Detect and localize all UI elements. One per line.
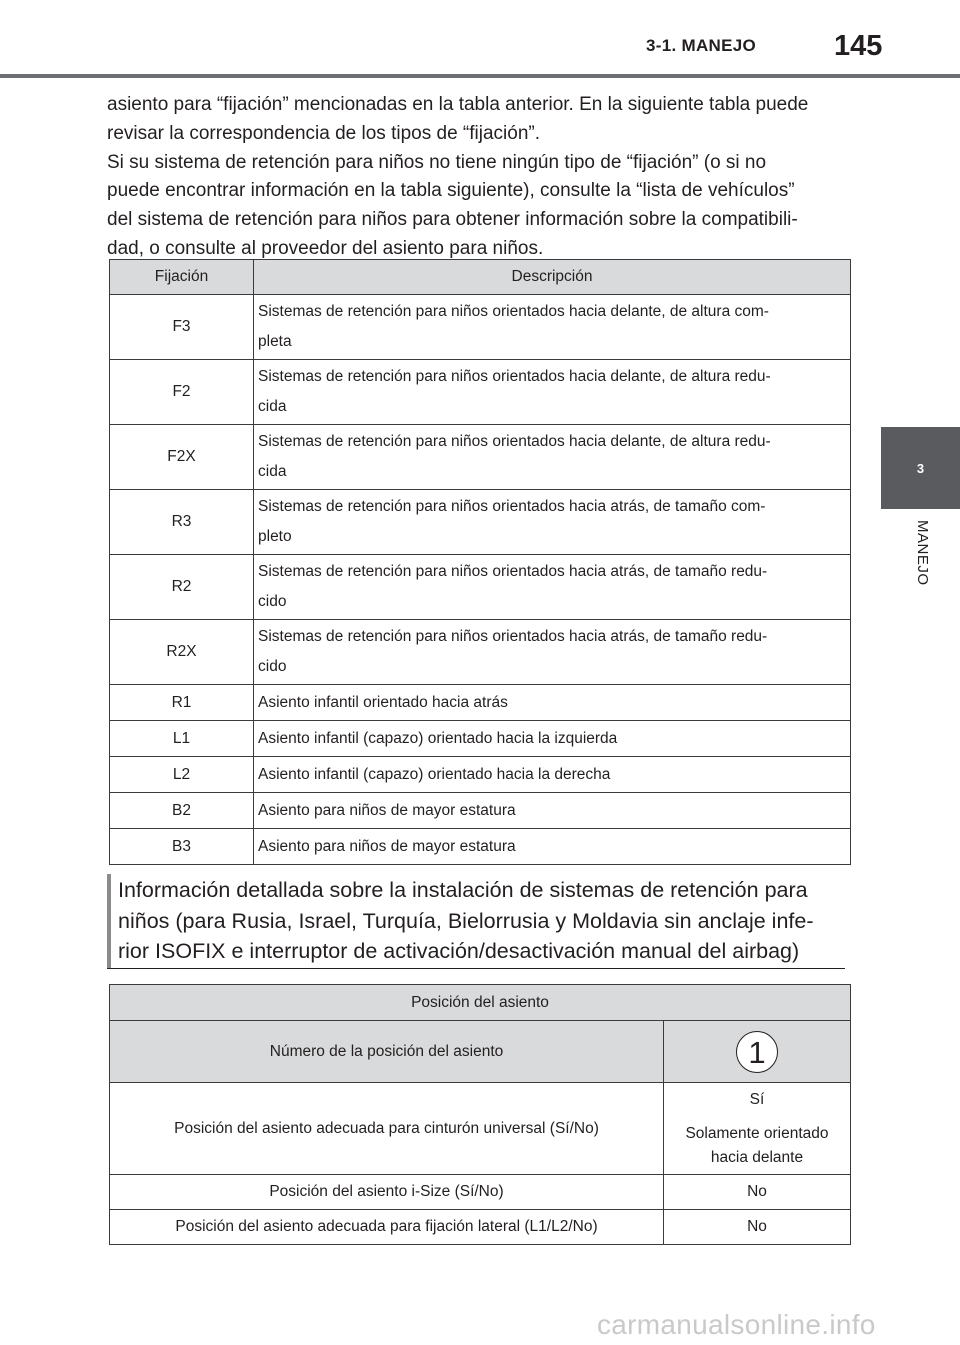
table-row — [110, 1021, 851, 1083]
header-fixation: Fijación — [110, 260, 254, 295]
description-line: Sistemas de retención para niños orientados hacia atrás, de tamaño redu- — [258, 628, 768, 645]
seat-number-badge: 1 — [736, 1031, 778, 1073]
fixation-code: L2 — [110, 757, 254, 793]
header-description: Descripción — [254, 260, 851, 295]
description-line: Sistemas de retención para niños orientados hacia delante, de altura com- — [258, 303, 769, 320]
description-line: Sistemas de retención para niños orientados hacia delante, de altura redu- — [258, 433, 771, 450]
table-row — [110, 620, 851, 685]
subheading-line: rior ISOFIX e interruptor de activación/desactivación manual del airbag) — [118, 939, 800, 963]
intro-line: asiento para “fijación” mencionadas en la tabla anterior. En la siguiente tabla puede — [107, 94, 809, 115]
description-line: cido — [258, 593, 287, 610]
chapter-number: 3 — [916, 460, 925, 476]
isize-label: Posición del asiento i-Size (Sí/No) — [110, 1175, 664, 1210]
universal-value: Sí — [749, 1090, 765, 1108]
intro-paragraph — [107, 91, 867, 264]
intro-line: del sistema de retención para niños para obtener información sobre la compatibili- — [107, 209, 798, 231]
page-number: 145 — [834, 30, 883, 62]
fixation-description — [254, 425, 851, 490]
fixation-code: B3 — [110, 829, 254, 865]
fixation-table — [109, 259, 851, 865]
fixation-description — [254, 360, 851, 425]
fixation-code: F2 — [110, 360, 254, 425]
fixation-description — [254, 295, 851, 360]
fixation-description: Asiento infantil orientado hacia atrás — [254, 685, 851, 721]
description-line: Sistemas de retención para niños orientados hacia atrás, de tamaño com- — [258, 498, 766, 515]
fixation-description: Asiento para niños de mayor estatura — [254, 829, 851, 865]
table-row — [110, 555, 851, 620]
fixation-description: Asiento infantil (capazo) orientado hacia la derecha — [254, 757, 851, 793]
fixation-code: R2X — [110, 620, 254, 685]
table-row — [110, 490, 851, 555]
chapter-tab — [881, 427, 960, 509]
table-row — [110, 425, 851, 490]
fixation-code: R2 — [110, 555, 254, 620]
description-line: pleta — [258, 333, 292, 350]
subheading-bar — [107, 874, 111, 969]
fixation-code: B2 — [110, 793, 254, 829]
fixation-code: R3 — [110, 490, 254, 555]
fixation-description — [254, 555, 851, 620]
table-row — [110, 1210, 851, 1245]
fixation-description: Asiento para niños de mayor estatura — [254, 793, 851, 829]
table-row — [110, 685, 851, 721]
universal-note: Solamente orientado — [685, 1124, 829, 1142]
description-line: Sistemas de retención para niños orientados hacia delante, de altura redu- — [258, 368, 771, 385]
table-row — [110, 829, 851, 865]
spacer — [664, 1112, 850, 1122]
watermark: carmanualsonline.info — [597, 1309, 876, 1340]
seat-number-label: Número de la posición del asiento — [110, 1021, 664, 1083]
header-rule — [0, 74, 960, 78]
chapter-label: MANEJO — [914, 520, 931, 586]
seat-position-title: Posición del asiento — [110, 985, 851, 1021]
universal-belt-label: Posición del asiento adecuada para cinturón universal (Sí/No) — [110, 1083, 664, 1175]
universal-note: hacia delante — [710, 1148, 804, 1166]
subheading-line: Información detallada sobre la instalación de sistemas de retención para — [118, 878, 808, 902]
table-row — [110, 295, 851, 360]
fixation-description — [254, 620, 851, 685]
seat-position-table — [109, 984, 851, 1245]
description-line: cida — [258, 398, 287, 415]
lateral-fixation-label: Posición del asiento adecuada para fijación lateral (L1/L2/No) — [110, 1210, 664, 1245]
table-row — [110, 757, 851, 793]
table-row — [110, 1175, 851, 1210]
table-row — [110, 985, 851, 1021]
fixation-code: F2X — [110, 425, 254, 490]
fixation-description: Asiento infantil (capazo) orientado hacia la izquierda — [254, 721, 851, 757]
intro-line: revisar la correspondencia de los tipos de “fijación”. — [107, 122, 540, 144]
universal-belt-value — [664, 1083, 851, 1175]
subheading-rule — [107, 968, 845, 969]
fixation-code: F3 — [110, 295, 254, 360]
description-line: cido — [258, 658, 287, 675]
intro-line: Si su sistema de retención para niños no tiene ningún tipo de “fijación” (o si no — [107, 151, 767, 173]
description-line: pleto — [258, 528, 292, 545]
table-row — [110, 360, 851, 425]
fixation-description — [254, 490, 851, 555]
isize-value: No — [664, 1175, 851, 1210]
intro-line: dad, o consulte al proveedor del asiento para niños. — [107, 237, 544, 259]
subheading-line: niños (para Rusia, Israel, Turquía, Bielorrusia y Moldavia sin anclaje infe- — [118, 908, 814, 933]
table-row — [110, 721, 851, 757]
section-title: 3-1. MANEJO — [646, 36, 757, 55]
section-subheading — [118, 875, 838, 967]
table-row — [110, 1083, 851, 1175]
description-line: Sistemas de retención para niños orientados hacia atrás, de tamaño redu- — [258, 563, 768, 580]
intro-line: puede encontrar información en la tabla siguiente), consulte la “lista de vehículos” — [107, 180, 795, 202]
fixation-code: R1 — [110, 685, 254, 721]
seat-number-cell — [664, 1021, 851, 1083]
fixation-code: L1 — [110, 721, 254, 757]
description-line: cida — [258, 463, 287, 480]
lateral-fixation-value: No — [664, 1210, 851, 1245]
table-row — [110, 793, 851, 829]
